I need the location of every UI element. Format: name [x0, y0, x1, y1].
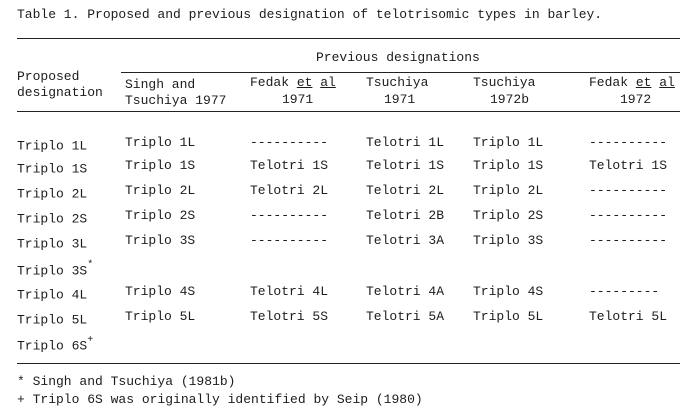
header-tsu1971-line1: Tsuchiya — [366, 75, 429, 90]
top-rule — [17, 38, 680, 39]
cell-tsu1972: Triplo 2S — [473, 208, 544, 223]
header-fedak1971-line1 — [250, 75, 336, 90]
fedak1972-prefix: Fedak — [589, 75, 636, 90]
cell-tsu1972: Triplo 5L — [473, 309, 544, 324]
bottom-rule — [17, 363, 680, 364]
fedak1971-et: et — [296, 75, 313, 90]
fedak1972-al: al — [659, 75, 675, 90]
footnote-asterisk: * Singh and Tsuchiya (1981b) — [17, 374, 236, 389]
cell-singh: Triplo 4S — [125, 284, 196, 299]
fedak1971-al: al — [320, 75, 336, 90]
cell-fedak1971: Telotri 5S — [250, 309, 329, 324]
cell-tsu1971: Telotri 3A — [366, 233, 445, 248]
cell-singh: Triplo 1L — [125, 135, 196, 150]
header-tsu1972-line1: Tsuchiya — [473, 75, 536, 90]
cell-tsu1972: Triplo 1L — [473, 135, 544, 150]
header-singh-line2: Tsuchiya 1977 — [125, 93, 227, 108]
table-title: Table 1. Proposed and previous designation of telotrisomic types in barley. — [17, 7, 603, 22]
table-row — [0, 183, 689, 202]
table-row — [0, 135, 689, 154]
cell-proposed: Triplo 3L — [17, 236, 88, 252]
cell-fedak1971: ---------- — [250, 208, 329, 223]
cell-fedak1972: ---------- — [589, 135, 668, 150]
header-tsu1971-line2: 1971 — [384, 92, 416, 107]
cell-fedak1972: ---------- — [589, 208, 668, 223]
header-tsu1972-line2: 1972b — [490, 92, 530, 107]
header-proposed-line1: Proposed — [17, 69, 80, 84]
cell-fedak1971: Telotri 1S — [250, 158, 329, 173]
cell-tsu1972: Triplo 3S — [473, 233, 544, 248]
cell-proposed: Triplo 4L — [17, 287, 88, 303]
cell-tsu1972: Triplo 4S — [473, 284, 544, 299]
footnote-plus: + Triplo 6S was originally identified by Seip (1980) — [17, 392, 423, 407]
table-row — [0, 335, 689, 354]
spanner-rule — [121, 72, 680, 73]
cell-proposed: Triplo 2L — [17, 186, 88, 202]
cell-tsu1971: Telotri 1L — [366, 135, 445, 150]
cell-tsu1972: Triplo 2L — [473, 183, 544, 198]
header-fedak1972-year: 1972 — [620, 92, 652, 107]
cell-fedak1972: --------- — [589, 284, 660, 299]
cell-singh: Triplo 5L — [125, 309, 196, 324]
cell-fedak1972: Telotri 1S — [589, 158, 668, 173]
fedak1972-et: et — [635, 75, 652, 90]
fedak1971-prefix: Fedak — [250, 75, 297, 90]
header-fedak1972-line1 — [589, 75, 675, 90]
cell-fedak1972: ---------- — [589, 183, 668, 198]
header-singh-line1: Singh and — [125, 77, 196, 92]
cell-fedak1971: Telotri 4L — [250, 284, 329, 299]
table-row — [0, 260, 689, 279]
table-row — [0, 208, 689, 227]
cell-tsu1971: Telotri 1S — [366, 158, 445, 173]
cell-singh: Triplo 2L — [125, 183, 196, 198]
cell-fedak1971: Telotri 2L — [250, 183, 329, 198]
table-row — [0, 233, 689, 252]
cell-tsu1971: Telotri 2L — [366, 183, 445, 198]
cell-singh: Triplo 3S — [125, 233, 196, 248]
header-bottom-rule — [17, 111, 680, 112]
table-row — [0, 309, 689, 328]
cell-proposed: Triplo 1L — [17, 138, 88, 154]
table-row — [0, 158, 689, 177]
header-fedak1971-year: 1971 — [282, 92, 314, 107]
cell-tsu1972: Triplo 1S — [473, 158, 544, 173]
cell-proposed: Triplo 1S — [17, 161, 88, 177]
cell-fedak1972: Telotri 5L — [589, 309, 668, 324]
header-proposed-line2: designation — [17, 85, 103, 100]
cell-fedak1971: ---------- — [250, 135, 329, 150]
cell-tsu1971: Telotri 2B — [366, 208, 445, 223]
spanner-label: Previous designations — [316, 50, 480, 65]
cell-fedak1972: ---------- — [589, 233, 668, 248]
cell-singh: Triplo 1S — [125, 158, 196, 173]
cell-tsu1971: Telotri 4A — [366, 284, 445, 299]
cell-proposed: Triplo 5L — [17, 312, 88, 328]
cell-tsu1971: Telotri 5A — [366, 309, 445, 324]
cell-singh: Triplo 2S — [125, 208, 196, 223]
cell-fedak1971: ---------- — [250, 233, 329, 248]
cell-proposed: Triplo 6S+ — [17, 335, 94, 354]
table-row — [0, 284, 689, 303]
cell-proposed: Triplo 2S — [17, 211, 88, 227]
cell-proposed: Triplo 3S* — [17, 260, 94, 279]
